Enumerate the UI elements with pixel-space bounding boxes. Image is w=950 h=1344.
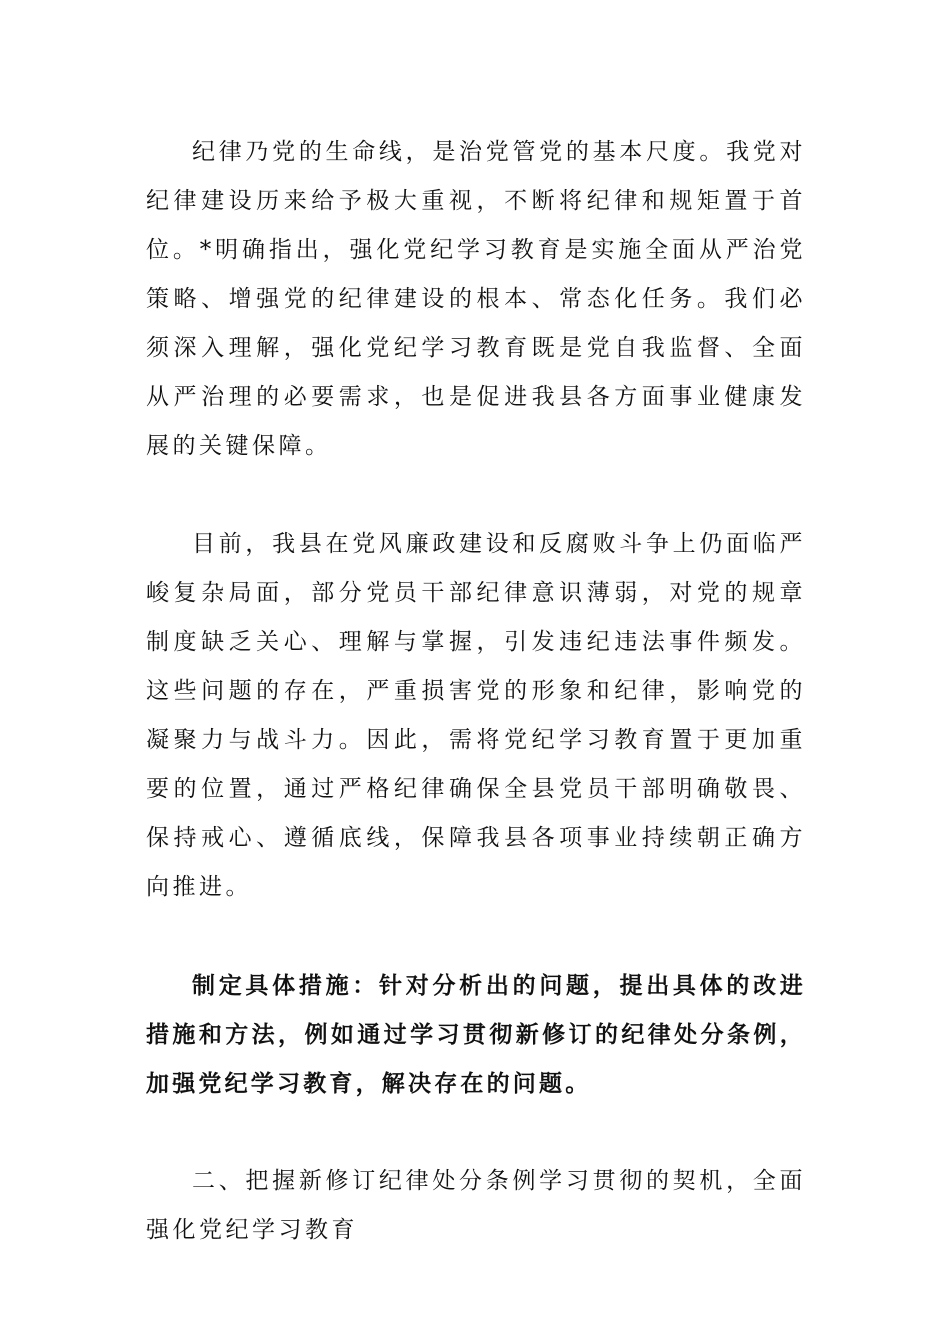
- section-heading-two: 二、把握新修订纪律处分条例学习贯彻的契机，全面强化党纪学习教育: [146, 1168, 806, 1243]
- paragraph-specific-measures: 制定具体措施：针对分析出的问题，提出具体的改进措施和方法，例如通过学习贯彻新修订的纪律处分条例，加强党纪学习教育，解决存在的问题。: [146, 972, 806, 1097]
- document-body: [146, 128, 806, 1255]
- paragraph-current-situation: 目前，我县在党风廉政建设和反腐败斗争上仍面临严峻复杂局面，部分党员干部纪律意识薄弱，对党的规章制度缺乏关心、理解与掌握，引发违纪违法事件频发。这些问题的存在，严重损害党的形象和纪律，影响党的凝聚力与战斗力。因此，需将党纪学习教育置于更加重要的位置，通过严格纪律确保全县党员干部明确敬畏、保持戒心、遵循底线，保障我县各项事业持续朝正确方向推进。: [146, 531, 806, 900]
- paragraph-discipline-lifeline: 纪律乃党的生命线，是治党管党的基本尺度。我党对纪律建设历来给予极大重视，不断将纪律和规矩置于首位。*明确指出，强化党纪学习教育是实施全面从严治党策略、增强党的纪律建设的根本、常态化任务。我们必须深入理解，强化党纪学习教育既是党自我监督、全面从严治理的必要需求，也是促进我县各方面事业健康发展的关键保障。: [146, 139, 806, 459]
